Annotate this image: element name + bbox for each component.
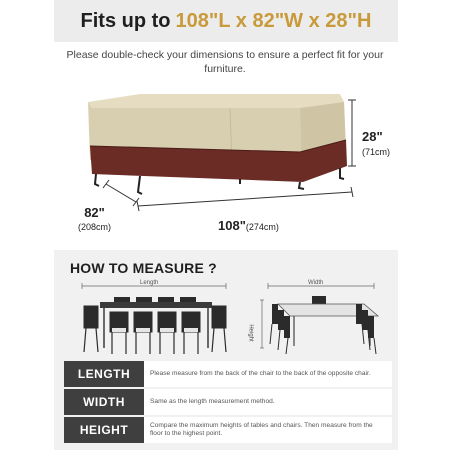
diagram-width-label: Width [308,280,324,286]
how-to-measure-heading: HOW TO MEASURE ? [70,260,217,276]
width-row-desc: Same as the length measurement method. [144,389,392,415]
title-highlight: 108"L x 82"W x 28"H [175,9,372,32]
height-label: 28" (71cm) [362,129,391,157]
length-row-label: LENGTH [64,361,144,387]
diagram-height-label: Height [247,324,254,342]
width-row-label: WIDTH [64,389,144,415]
height-row-label: HEIGHT [64,417,144,443]
height-row-desc: Compare the maximum heights of tables and chairs. Then measure from the floor to the highest point. [144,417,392,443]
length-dimension-line [137,187,353,211]
diagram-length-label: Length [140,280,159,286]
length-diagram [70,282,240,360]
title-banner [54,0,398,42]
height-dimension-line [348,100,356,166]
width-diagram [260,282,390,360]
title-prefix: Fits up to [80,9,171,32]
length-label: 108"(274cm) [218,218,279,233]
length-row [64,361,392,387]
width-dimension-line [103,180,139,206]
length-row-desc: Please measure from the back of the chair to the back of the opposite chair. [144,361,392,387]
height-row [64,417,392,443]
width-label: 82" (208cm) [78,205,112,232]
width-row [64,389,392,415]
subtitle: Please double-check your dimensions to ensure a perfect fit for your furniture. [66,49,384,75]
how-to-measure-panel [54,250,398,450]
cover-top [88,94,344,108]
